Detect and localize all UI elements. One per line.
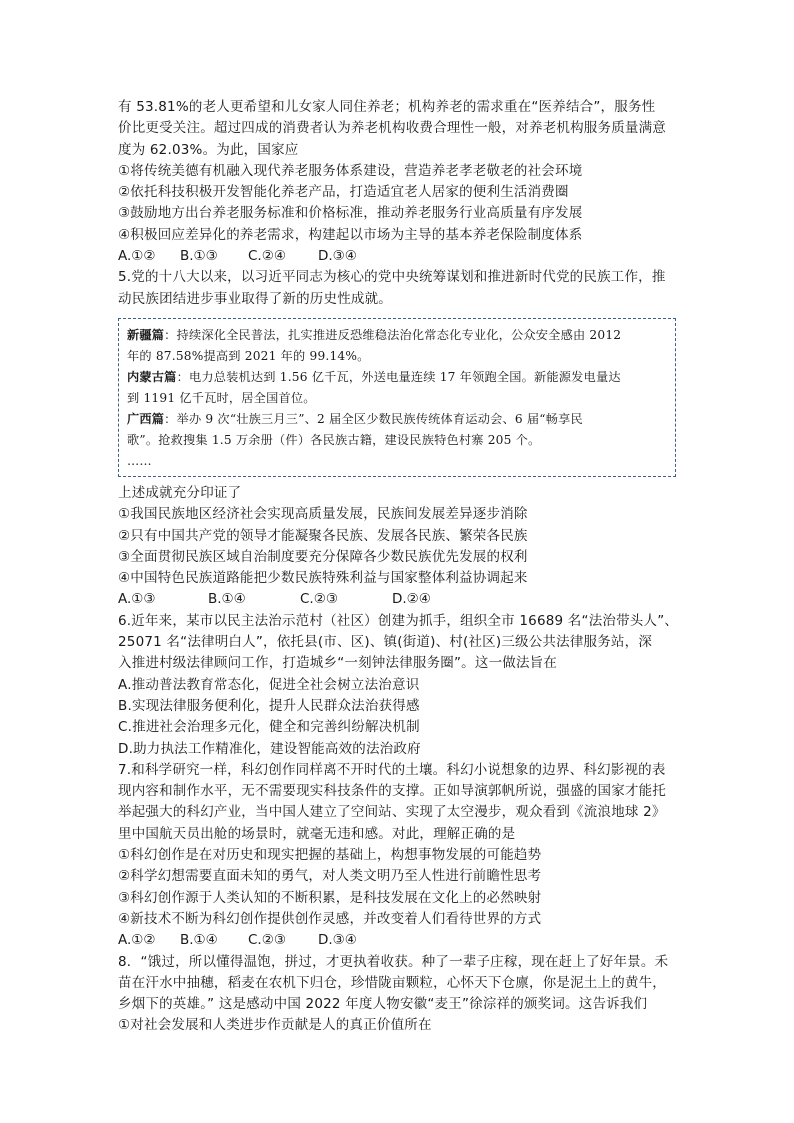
- text-line: 举起强大的科幻产业，当中国人建立了空间站、实现了太空漫步，观众看到《流浪地球 2》: [118, 804, 666, 821]
- xinjiang-paragraph: [127, 325, 667, 346]
- text-line: 8．“饿过，所以懂得温饱，拼过，才更执着收获。种了一辈子庄稼，现在赶上了好年景。禾: [118, 953, 669, 970]
- text-line: 度为 62.03%。为此，国家应: [118, 141, 299, 158]
- text-line: 到 1191 亿千瓦时，居全国首位。: [127, 390, 316, 405]
- option-d: D.③④: [318, 248, 357, 265]
- statement: ④积极回应差异化的养老需求，构建起以市场为主导的基本养老保险制度体系: [118, 226, 583, 243]
- neimenggu-label: 内蒙古篇: [127, 369, 177, 384]
- q7-stem: [118, 760, 678, 845]
- option-c: C.②④: [248, 248, 286, 265]
- q7-statements: [118, 845, 678, 930]
- neimenggu-paragraph: [127, 367, 667, 388]
- guangxi-paragraph: [127, 409, 667, 430]
- exam-page: [118, 97, 678, 1037]
- ellipsis: ……: [127, 453, 152, 468]
- guangxi-label: 广西篇: [127, 411, 165, 426]
- q5-options: [118, 589, 678, 610]
- text-line: ：举办 9 次“壮族三月三”、2 届全区少数民族传统体育运动会、6 届“畅享民: [164, 411, 583, 426]
- option-b: B.①④: [180, 932, 218, 949]
- text-line: 价比更受关注。超过四成的消费者认为养老机构收费合理性一般，对养老机构服务质量满意: [118, 120, 666, 137]
- text-line: ：持续深化全民普法，扎实推进反恐维稳法治化常态化专业化，公众安全感由 2012: [164, 327, 622, 342]
- option-d: D.③④: [318, 932, 357, 949]
- option-a: A.①③: [118, 591, 156, 608]
- text-line: 25071 名“法律明白人”，依托县(市、区)、镇(街道)、村(社区)三级公共法律服务站，深: [118, 634, 653, 651]
- statement: ③科幻创作源于人类认知的不断积累，是科技发展在文化上的必然映射: [118, 889, 542, 906]
- text-line: 6.近年来，某市以民主法治示范村（社区）创建为抓手，组织全市 16689 名“法治带头人”、: [118, 612, 679, 629]
- text-line: 7.和科学研究一样，科幻创作同样离不开时代的土壤。科幻小说想象的边界、科幻影视的表: [118, 761, 666, 778]
- q4-options: [118, 246, 678, 267]
- q5-stem: [118, 267, 678, 310]
- option-c: C.推进社会治理多元化，健全和完善纠纷解决机制: [118, 719, 420, 736]
- option-a: A.①②: [118, 932, 156, 949]
- q5-statements: [118, 504, 678, 589]
- option-c: C.②③: [248, 932, 286, 949]
- q8-statements: [118, 1015, 678, 1036]
- statement: ②依托科技积极开发智能化养老产品，打造适宜老人居家的便利生活消费圈: [118, 184, 569, 201]
- option-a: A.①②: [118, 248, 156, 265]
- option-c: C.②③: [300, 591, 338, 608]
- text-line: 乡烟下的英雄。” 这是感动中国 2022 年度人物安徽“麦王”徐淙祥的颁奖词。这告诉我们: [118, 996, 648, 1013]
- q8-stem: [118, 952, 678, 1016]
- text-line: 入推进村级法律顾问工作，打造城乡“一刻钟法律服务圈”。这一做法旨在: [118, 655, 558, 672]
- q6-options: [118, 675, 678, 760]
- option-b: B.①④: [208, 591, 246, 608]
- option-a: A.推动普法教育常态化，促进全社会树立法治意识: [118, 676, 420, 693]
- text-line: 5.党的十八大以来，以习近平同志为核心的党中央统筹谋划和推进新时代党的民族工作，推: [118, 269, 666, 286]
- q7-options: [118, 930, 678, 951]
- xinjiang-label: 新疆篇: [127, 327, 165, 342]
- q5-material-box: [118, 318, 676, 477]
- statement: ④中国特色民族道路能把少数民族特殊利益与国家整体利益协调起来: [118, 570, 528, 587]
- text-line: 动民族团结进步事业取得了新的历史性成就。: [118, 290, 392, 307]
- q6-stem: [118, 611, 678, 675]
- option-d: D.②④: [392, 591, 431, 608]
- statement: ③鼓励地方出台养老服务标准和价格标准，推动养老服务行业高质量有序发展: [118, 205, 583, 222]
- statement: ③全面贯彻民族区域自治制度要充分保障各少数民族优先发展的权利: [118, 548, 528, 565]
- text-line: 年的 87.58%提高到 2021 年的 99.14%。: [127, 348, 370, 363]
- option-b: B.实现法律服务便利化，提升人民群众法治获得感: [118, 697, 420, 714]
- text-line: 歌”。抢救搜集 1.5 万余册（件）各民族古籍，建设民族特色村寨 205 个。: [127, 432, 541, 447]
- text-line: 苗在汗水中抽穗，稻麦在农机下归仓，珍惜陇亩颗粒，心怀天下仓廪，你是泥土上的黄牛，: [118, 974, 666, 991]
- statement: ④新技术不断为科幻创作提供创作灵感，并改变着人们看待世界的方式: [118, 910, 542, 927]
- q4-statements: [118, 161, 678, 246]
- text-line: ：电力总装机达到 1.56 亿千瓦，外送电量连续 17 年领跑全国。新能源发电量达: [176, 369, 621, 384]
- text-line: 现内容和制作水平，无不需要现实科技条件的支撑。正如导演郭帆所说，强盛的国家才能托: [118, 783, 666, 800]
- option-b: B.①③: [180, 248, 218, 265]
- text-line: 有 53.81%的老人更希望和儿女家人同住养老；机构养老的需求重在“医养结合”，服务性: [118, 99, 656, 115]
- statement: ①我国民族地区经济社会实现高质量发展，民族间发展差异逐步消除: [118, 506, 528, 523]
- option-d: D.助力执法工作精准化，建设智能高效的法治政府: [118, 740, 421, 757]
- q4-stem: [118, 97, 678, 161]
- statement: ②科学幻想需要直面未知的勇气，对人类文明乃至人性进行前瞻性思考: [118, 868, 542, 885]
- statement: ①对社会发展和人类进步作贡献是人的真正价值所在: [118, 1017, 432, 1034]
- text-line: 里中国航天员出舱的场景时，就毫无违和感。对此，理解正确的是: [118, 825, 516, 842]
- statement: ①将传统美德有机融入现代养老服务体系建设，营造养老孝老敬老的社会环境: [118, 162, 583, 179]
- statement: ②只有中国共产党的领导才能凝聚各民族、发展各民族、繁荣各民族: [118, 527, 528, 544]
- q5-lead: 上述成就充分印证了: [118, 484, 242, 501]
- statement: ①科幻创作是在对历史和现实把握的基础上，构想事物发展的可能趋势: [118, 847, 542, 864]
